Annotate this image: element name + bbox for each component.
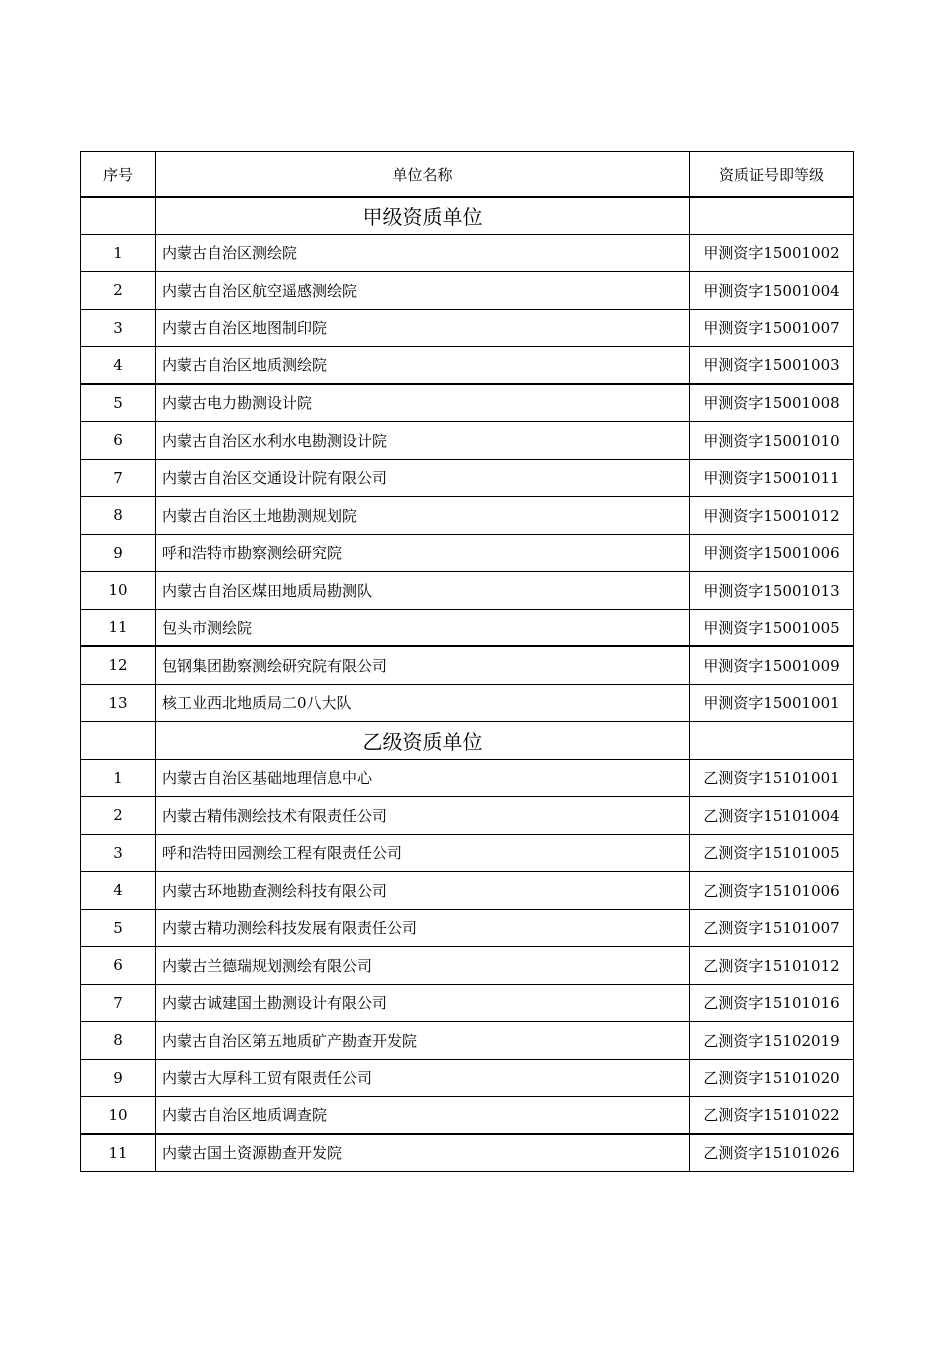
table-row xyxy=(80,572,854,610)
section-row xyxy=(80,722,854,760)
serial-number: 7 xyxy=(80,985,156,1023)
table-header-row xyxy=(80,151,854,197)
serial-number: 11 xyxy=(80,1135,156,1173)
table-row xyxy=(80,685,854,723)
serial-number: 5 xyxy=(80,385,156,423)
cert-number: 甲测资字15001009 xyxy=(690,647,854,685)
cert-number: 甲测资字15001001 xyxy=(690,685,854,723)
cert-number: 甲测资字15001007 xyxy=(690,310,854,348)
cert-number: 乙测资字15102019 xyxy=(690,1022,854,1060)
cert-number: 乙测资字15101001 xyxy=(690,760,854,798)
section-title: 甲级资质单位 xyxy=(156,197,690,235)
serial-number: 10 xyxy=(80,1097,156,1135)
table-row xyxy=(80,610,854,648)
unit-name: 内蒙古自治区地质调查院 xyxy=(156,1097,690,1135)
unit-name: 内蒙古自治区地质测绘院 xyxy=(156,347,690,385)
section-cert-cell xyxy=(690,722,854,760)
table-row xyxy=(80,235,854,273)
table-row xyxy=(80,872,854,910)
unit-name: 内蒙古自治区测绘院 xyxy=(156,235,690,273)
serial-number: 6 xyxy=(80,947,156,985)
table-row xyxy=(80,347,854,385)
serial-number: 1 xyxy=(80,760,156,798)
serial-number: 1 xyxy=(80,235,156,273)
unit-name: 内蒙古自治区交通设计院有限公司 xyxy=(156,460,690,498)
section-title: 乙级资质单位 xyxy=(156,722,690,760)
unit-name: 核工业西北地质局二0八大队 xyxy=(156,685,690,723)
table-row xyxy=(80,272,854,310)
table-body xyxy=(80,197,854,1172)
cert-number: 甲测资字15001002 xyxy=(690,235,854,273)
table-row xyxy=(80,1022,854,1060)
serial-number: 9 xyxy=(80,535,156,573)
unit-name: 内蒙古自治区煤田地质局勘测队 xyxy=(156,572,690,610)
unit-name: 内蒙古国土资源勘查开发院 xyxy=(156,1135,690,1173)
serial-number: 3 xyxy=(80,310,156,348)
cert-number: 乙测资字15101020 xyxy=(690,1060,854,1098)
table-row xyxy=(80,985,854,1023)
section-serial-cell xyxy=(80,722,156,760)
unit-name: 内蒙古自治区水利水电勘测设计院 xyxy=(156,422,690,460)
cert-number: 乙测资字15101004 xyxy=(690,797,854,835)
unit-name: 包钢集团勘察测绘研究院有限公司 xyxy=(156,647,690,685)
cert-number: 乙测资字15101005 xyxy=(690,835,854,873)
serial-number: 7 xyxy=(80,460,156,498)
unit-name: 内蒙古自治区第五地质矿产勘查开发院 xyxy=(156,1022,690,1060)
table-row xyxy=(80,385,854,423)
unit-name: 呼和浩特田园测绘工程有限责任公司 xyxy=(156,835,690,873)
unit-name: 内蒙古精伟测绘技术有限责任公司 xyxy=(156,797,690,835)
cert-number: 乙测资字15101026 xyxy=(690,1135,854,1173)
cert-number: 甲测资字15001012 xyxy=(690,497,854,535)
cert-number: 乙测资字15101016 xyxy=(690,985,854,1023)
table-row xyxy=(80,460,854,498)
cert-number: 甲测资字15001010 xyxy=(690,422,854,460)
unit-name: 内蒙古兰德瑞规划测绘有限公司 xyxy=(156,947,690,985)
cert-number: 乙测资字15101006 xyxy=(690,872,854,910)
section-serial-cell xyxy=(80,197,156,235)
unit-name: 内蒙古诚建国土勘测设计有限公司 xyxy=(156,985,690,1023)
serial-number: 2 xyxy=(80,797,156,835)
cert-number: 甲测资字15001013 xyxy=(690,572,854,610)
serial-number: 4 xyxy=(80,347,156,385)
cert-number: 甲测资字15001004 xyxy=(690,272,854,310)
serial-number: 8 xyxy=(80,1022,156,1060)
serial-number: 8 xyxy=(80,497,156,535)
unit-name: 内蒙古大厚科工贸有限责任公司 xyxy=(156,1060,690,1098)
serial-number: 2 xyxy=(80,272,156,310)
table-row xyxy=(80,497,854,535)
header-cert-grade: 资质证号即等级 xyxy=(690,151,854,197)
table-row xyxy=(80,1097,854,1135)
section-cert-cell xyxy=(690,197,854,235)
table-row xyxy=(80,310,854,348)
unit-name: 内蒙古自治区基础地理信息中心 xyxy=(156,760,690,798)
unit-name: 内蒙古精功测绘科技发展有限责任公司 xyxy=(156,910,690,948)
table-row xyxy=(80,422,854,460)
table-row xyxy=(80,835,854,873)
unit-name: 内蒙古电力勘测设计院 xyxy=(156,385,690,423)
header-serial: 序号 xyxy=(80,151,156,197)
cert-number: 乙测资字15101007 xyxy=(690,910,854,948)
unit-name: 内蒙古环地勘查测绘科技有限公司 xyxy=(156,872,690,910)
cert-number: 甲测资字15001005 xyxy=(690,610,854,648)
cert-number: 甲测资字15001006 xyxy=(690,535,854,573)
cert-number: 甲测资字15001003 xyxy=(690,347,854,385)
unit-name: 内蒙古自治区地图制印院 xyxy=(156,310,690,348)
qualification-table xyxy=(80,151,854,1172)
unit-name: 包头市测绘院 xyxy=(156,610,690,648)
serial-number: 9 xyxy=(80,1060,156,1098)
serial-number: 11 xyxy=(80,610,156,648)
serial-number: 4 xyxy=(80,872,156,910)
table-row xyxy=(80,910,854,948)
section-row xyxy=(80,197,854,235)
cert-number: 乙测资字15101022 xyxy=(690,1097,854,1135)
unit-name: 呼和浩特市勘察测绘研究院 xyxy=(156,535,690,573)
table-row xyxy=(80,647,854,685)
table-row xyxy=(80,535,854,573)
serial-number: 3 xyxy=(80,835,156,873)
table-row xyxy=(80,1060,854,1098)
cert-number: 甲测资字15001008 xyxy=(690,385,854,423)
table-row xyxy=(80,1135,854,1173)
serial-number: 10 xyxy=(80,572,156,610)
table-row xyxy=(80,947,854,985)
unit-name: 内蒙古自治区土地勘测规划院 xyxy=(156,497,690,535)
serial-number: 5 xyxy=(80,910,156,948)
cert-number: 甲测资字15001011 xyxy=(690,460,854,498)
header-unit-name: 单位名称 xyxy=(156,151,690,197)
table-row xyxy=(80,760,854,798)
serial-number: 12 xyxy=(80,647,156,685)
serial-number: 6 xyxy=(80,422,156,460)
table-row xyxy=(80,797,854,835)
serial-number: 13 xyxy=(80,685,156,723)
unit-name: 内蒙古自治区航空遥感测绘院 xyxy=(156,272,690,310)
cert-number: 乙测资字15101012 xyxy=(690,947,854,985)
